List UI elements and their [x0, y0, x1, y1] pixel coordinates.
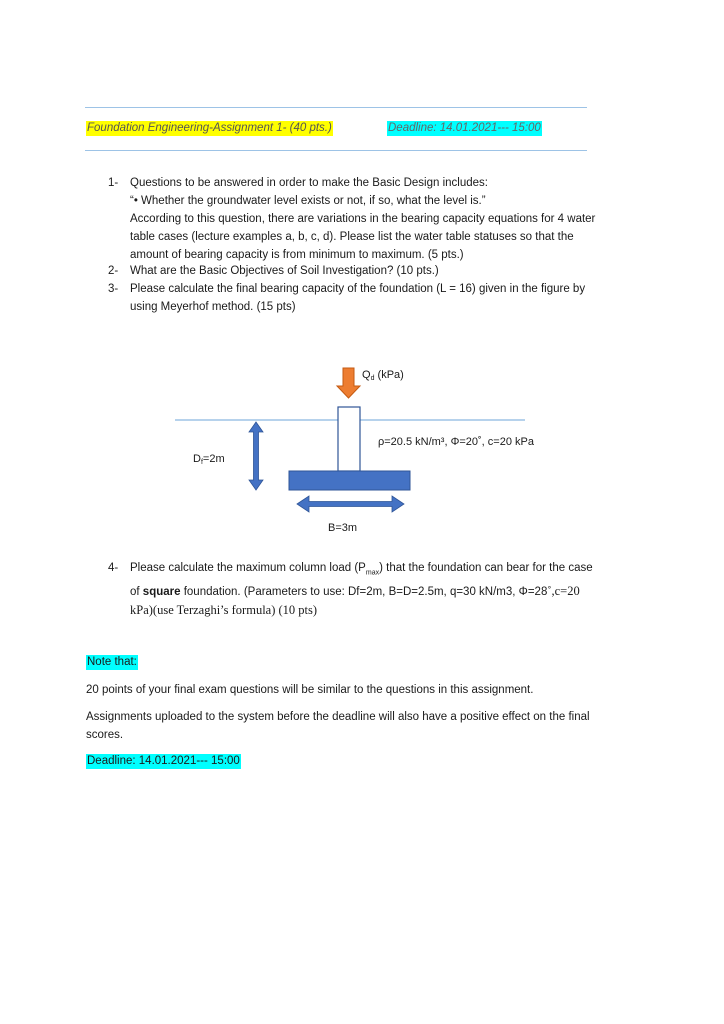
question-line: Questions to be answered in order to make the Basic Design includes: — [130, 177, 488, 189]
depth-label: Df=2m — [193, 453, 225, 466]
note-paragraph-line: scores. — [86, 729, 124, 741]
question-number: 1- — [108, 177, 119, 189]
note-label: Note that: — [87, 656, 137, 668]
question-number: 4- — [108, 562, 119, 574]
assignment-title: Foundation Engineering-Assignment 1- (40 pts.) — [87, 122, 332, 134]
question-line: What are the Basic Objectives of Soil Investigation? (10 pts.) — [130, 265, 439, 277]
question-line: kPa)(use Terzaghi’s formula) (10 pts) — [130, 603, 318, 618]
question-line: According to this question, there are variations in the bearing capacity equations for 4 water — [130, 213, 596, 225]
note-paragraph-line: Assignments uploaded to the system before the deadline will also have a positive effect on the final — [86, 711, 590, 723]
question-line: Please calculate the final bearing capacity of the foundation (L = 16) given in the figure by — [130, 283, 586, 295]
load-label: Qd (kPa) — [362, 369, 404, 382]
footing — [289, 471, 410, 490]
question-number: 2- — [108, 265, 119, 277]
note-paragraph-2 — [86, 708, 646, 744]
width-label: B=3m — [328, 522, 358, 534]
column — [338, 407, 360, 471]
question-4 — [108, 559, 638, 619]
width-arrow-icon — [297, 496, 404, 512]
soil-parameters: ρ=20.5 kN/m³, Φ=20˚, c=20 kPa — [378, 436, 534, 448]
question-line: of square foundation. (Parameters to use: Df=2m, B=D=2.5m, q=30 kN/m3, Φ=28˚,c=20 — [130, 584, 580, 599]
question-line: using Meyerhof method. (15 pts) — [130, 301, 296, 313]
question-number: 3- — [108, 283, 119, 295]
question-line: table cases (lecture examples a, b, c, d). Please list the water table statuses so that the — [130, 231, 574, 243]
load-arrow-icon — [337, 368, 360, 398]
note-paragraph-1: 20 points of your final exam questions will be similar to the questions in this assignment. — [86, 684, 534, 696]
depth-arrow-icon — [249, 422, 263, 490]
question-line: “• Whether the groundwater level exists or not, if so, what the level is.” — [130, 195, 486, 207]
note-deadline: Deadline: 14.01.2021--- 15:00 — [87, 755, 240, 767]
question-line: amount of bearing capacity is from minimum to maximum. (5 pts.) — [130, 249, 464, 261]
header-deadline: Deadline: 14.01.2021--- 15:00 — [388, 122, 541, 134]
question-line: Please calculate the maximum column load $(P_{max})$ that the foundation can bear for the case — [130, 562, 593, 577]
